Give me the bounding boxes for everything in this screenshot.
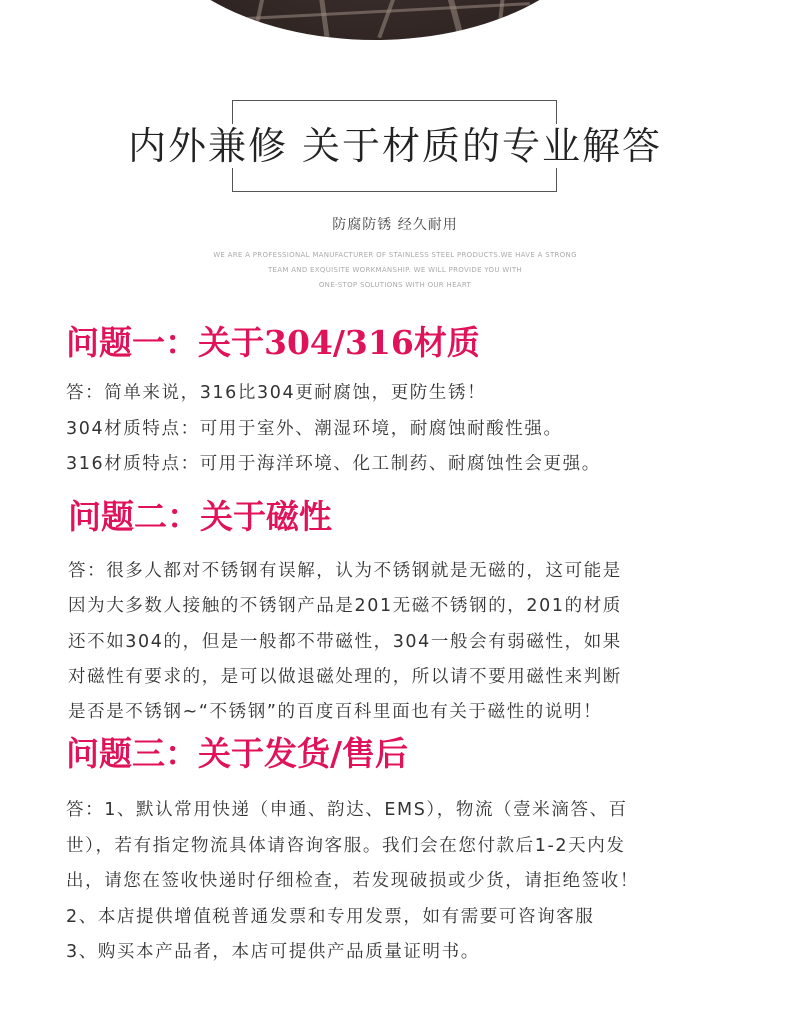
faq-heading: 问题二：关于磁性: [68, 497, 332, 536]
faq-answer-line: 答：1、默认常用快递（申通、韵达、EMS），物流（壹米滴答、百: [66, 800, 628, 820]
faq-heading: 问题三：关于发货/售后: [66, 734, 409, 773]
faq-heading: 问题一：关于304/316材质: [66, 323, 480, 362]
faq-answer-line: 2、本店提供增值税普通发票和专用发票，如有需要可咨询客服: [66, 906, 595, 927]
faq-answer-line: 出，请您在签收快递时仔细检查，若发现破损或少货，请拒绝签收！: [66, 871, 639, 891]
faq-answer-line: 还不如304的，但是一般都不带磁性，304一般会有弱磁性，如果: [68, 631, 622, 652]
faq-answer-line: 答：很多人都对不锈钢有误解，认为不锈钢就是无磁的，这可能是: [68, 561, 622, 581]
faq-answer-line: 答：简单来说，316比304更耐腐蚀，更防生锈！: [66, 383, 487, 403]
tagline-line: WE ARE A PROFESSIONAL MANUFACTURER OF STAINLESS STEEL PRODUCTS.WE HAVE A STRONG: [213, 251, 577, 259]
faq-answer-line: 因为大多数人接触的不锈钢产品是201无磁不锈钢的，201的材质: [68, 596, 622, 617]
factory-photo: [140, 0, 610, 40]
faq-answer-line: 316材质特点：可用于海洋环境、化工制药、耐腐蚀性会更强。: [66, 454, 601, 474]
faq-section-material: [66, 322, 746, 483]
faq-section-magnetism: [68, 496, 748, 730]
page-subtitle: 防腐防锈 经久耐用: [332, 217, 458, 233]
tagline-line: TEAM AND EXQUISITE WORKMANSHIP. WE WILL PROVIDE YOU WITH: [267, 266, 523, 274]
tagline-line: ONE-STOP SOLUTIONS WITH OUR HEART: [318, 281, 472, 289]
faq-answer-line: 是否是不锈钢~“不锈钢”的百度百科里面也有关于磁性的说明！: [68, 702, 603, 723]
faq-section-shipping: [66, 733, 746, 971]
faq-answer-line: 世），若有指定物流具体请咨询客服。我们会在您付款后1-2天内发: [66, 835, 626, 856]
faq-answer-line: 对磁性有要求的，是可以做退磁处理的，所以请不要用磁性来判断: [68, 666, 622, 687]
page-title-text: 内外兼修 关于材质的专业解答: [122, 124, 668, 168]
faq-answer-line: 304材质特点：可用于室外、潮湿环境，耐腐蚀耐酸性强。: [66, 418, 563, 439]
english-tagline: [170, 248, 620, 293]
page-title: [0, 122, 790, 170]
faq-answer-line: 3、购买本产品者，本店可提供产品质量证明书。: [66, 942, 480, 962]
